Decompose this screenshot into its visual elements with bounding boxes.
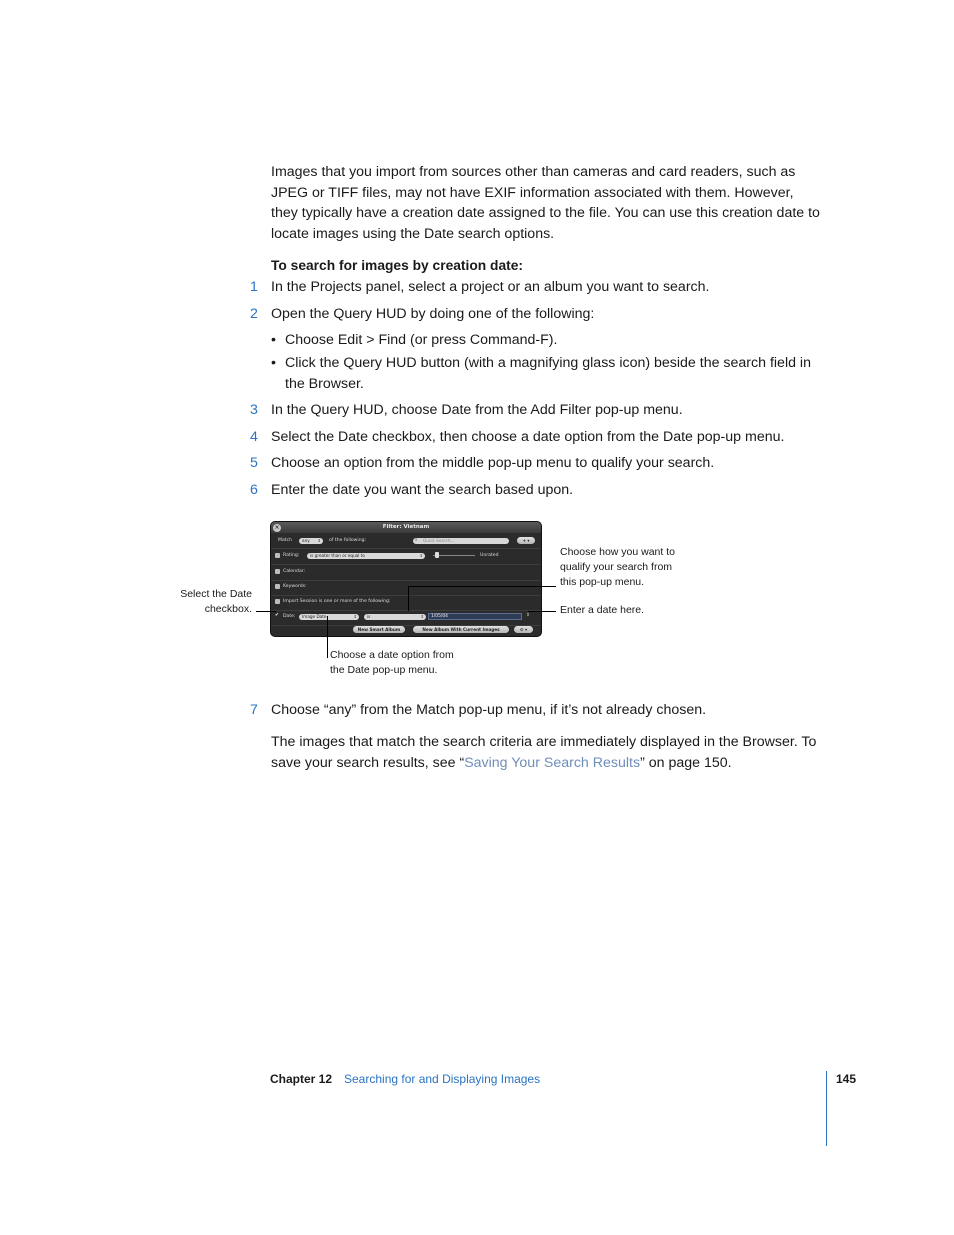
callout-enter-date: Enter a date here. xyxy=(560,604,645,616)
date-checkbox-check-icon[interactable]: ✔ xyxy=(275,613,279,618)
callout-line-qualify xyxy=(408,586,556,587)
callout-date-option: Choose a date option from the Date pop-up menu. xyxy=(330,649,454,676)
rating-operator-popup[interactable] xyxy=(307,553,425,559)
step-number: 7 xyxy=(250,702,258,718)
import-label: Import Session is one or more of the following: xyxy=(283,599,391,604)
close-icon[interactable]: × xyxy=(274,523,280,531)
quick-search-field[interactable]: Quick Search... xyxy=(413,538,509,544)
gear-icon[interactable]: ⚙ ▾ xyxy=(514,626,533,633)
step-number: 3 xyxy=(250,402,258,418)
step-number: 1 xyxy=(250,279,258,295)
date-value-field[interactable]: 1/05/04 xyxy=(428,613,522,620)
date-stepper-icon[interactable]: ⇕ xyxy=(526,613,530,618)
step-text: Open the Query HUD by doing one of the following: xyxy=(271,306,595,322)
date-operator-popup[interactable] xyxy=(364,614,426,620)
rating-operator-value: is greater than or equal to xyxy=(310,553,365,558)
magnifying-glass-icon: ⌕ xyxy=(415,538,418,543)
add-filter-button[interactable]: + ▾ xyxy=(517,537,535,544)
procedure-heading: To search for images by creation date: xyxy=(271,258,523,273)
hud-title: Filter: Vietnam xyxy=(382,524,430,530)
step-text: In the Query HUD, choose Date from the Add Filter pop-up menu. xyxy=(271,402,683,418)
step-text: Choose “any” from the Match pop-up menu, if it’s not already chosen. xyxy=(271,702,707,718)
hud-date-row xyxy=(271,610,541,626)
step-number: 6 xyxy=(250,482,258,498)
match-popup-value: any xyxy=(302,538,310,543)
step-text: Select the Date checkbox, then choose a date option from the Date pop-up menu. xyxy=(271,429,785,445)
bullet-mark: • xyxy=(271,355,276,371)
calendar-checkbox[interactable] xyxy=(275,569,280,574)
new-smart-album-button[interactable]: New Smart Album xyxy=(353,626,405,633)
rating-value: Unrated xyxy=(480,553,499,558)
step-text: In the Projects panel, select a project or an album you want to search. xyxy=(271,279,710,295)
footer-chapter: Chapter 12 xyxy=(270,1072,333,1086)
popup-arrows-icon: ⇕ xyxy=(420,614,424,619)
import-checkbox[interactable] xyxy=(275,599,280,604)
date-option-value: Image Date xyxy=(302,614,327,619)
rating-label: Rating: xyxy=(283,553,300,558)
bullet-text: Choose Edit > Find (or press Command-F). xyxy=(285,332,558,348)
page-number: 145 xyxy=(836,1072,857,1086)
step-number: 4 xyxy=(250,429,258,445)
calendar-label: Calendar: xyxy=(283,569,306,574)
keywords-label: Keywords: xyxy=(283,584,307,589)
step-text: Enter the date you want the search based upon. xyxy=(271,482,574,498)
intro-paragraph: Images that you import from sources other than cameras and card readers, such as JPEG or TIFF files, may not have EXIF information associated with them. However, they typically have a creation date assigned to the file. You can use this creation date to locate images using the Date search options. xyxy=(271,164,820,242)
result-text-before: The images that match the search criteria are immediately displayed in the Browser. To save your search results, see “ xyxy=(271,734,817,771)
keywords-checkbox[interactable] xyxy=(275,584,280,589)
hud-import-row xyxy=(271,595,541,611)
step-number: 2 xyxy=(250,306,258,322)
hud-rating-row xyxy=(271,549,541,565)
callout-select-date: Select the Date checkbox. xyxy=(180,588,252,615)
date-operator-value: is xyxy=(367,614,371,619)
popup-arrows-icon: ⇕ xyxy=(317,538,321,543)
callout-line-select-date xyxy=(256,611,276,612)
step-number: 5 xyxy=(250,455,258,471)
date-option-popup[interactable] xyxy=(299,614,359,620)
rating-slider-knob[interactable] xyxy=(435,552,439,558)
match-popup[interactable] xyxy=(299,538,323,544)
match-label: Match xyxy=(278,538,293,543)
bullet-text: Click the Query HUD button (with a magnifying glass icon) beside the search field in the Browser. xyxy=(285,355,811,392)
result-paragraph xyxy=(271,732,821,773)
new-album-current-images-button[interactable]: New Album With Current Images xyxy=(413,626,509,633)
callout-line-enter-date xyxy=(528,611,556,612)
popup-arrows-icon: ⇕ xyxy=(353,614,357,619)
hud-title-bar xyxy=(271,522,541,533)
rating-slider-track[interactable] xyxy=(433,555,475,556)
footer-divider xyxy=(826,1071,827,1146)
date-label: Date: xyxy=(283,614,296,619)
saving-search-results-link[interactable]: Saving Your Search Results xyxy=(464,754,641,771)
callout-line-date-option xyxy=(327,616,328,658)
bullet-mark: • xyxy=(271,332,276,348)
query-hud-screenshot xyxy=(271,522,541,636)
rating-checkbox[interactable] xyxy=(275,553,280,558)
step-text: Choose an option from the middle pop-up menu to qualify your search. xyxy=(271,455,715,471)
callout-qualify: Choose how you want to qualify your search from this pop-up menu. xyxy=(560,546,675,588)
match-suffix: of the following: xyxy=(329,538,367,543)
popup-arrows-icon: ⇕ xyxy=(419,553,423,558)
hud-calendar-row xyxy=(271,565,541,581)
callout-line-qualify-drop xyxy=(408,586,409,611)
hud-keywords-row xyxy=(271,580,541,596)
result-text-after: ” on page 150. xyxy=(640,754,732,771)
hud-match-row xyxy=(271,533,541,549)
footer-chapter-title: Searching for and Displaying Images xyxy=(344,1072,541,1086)
